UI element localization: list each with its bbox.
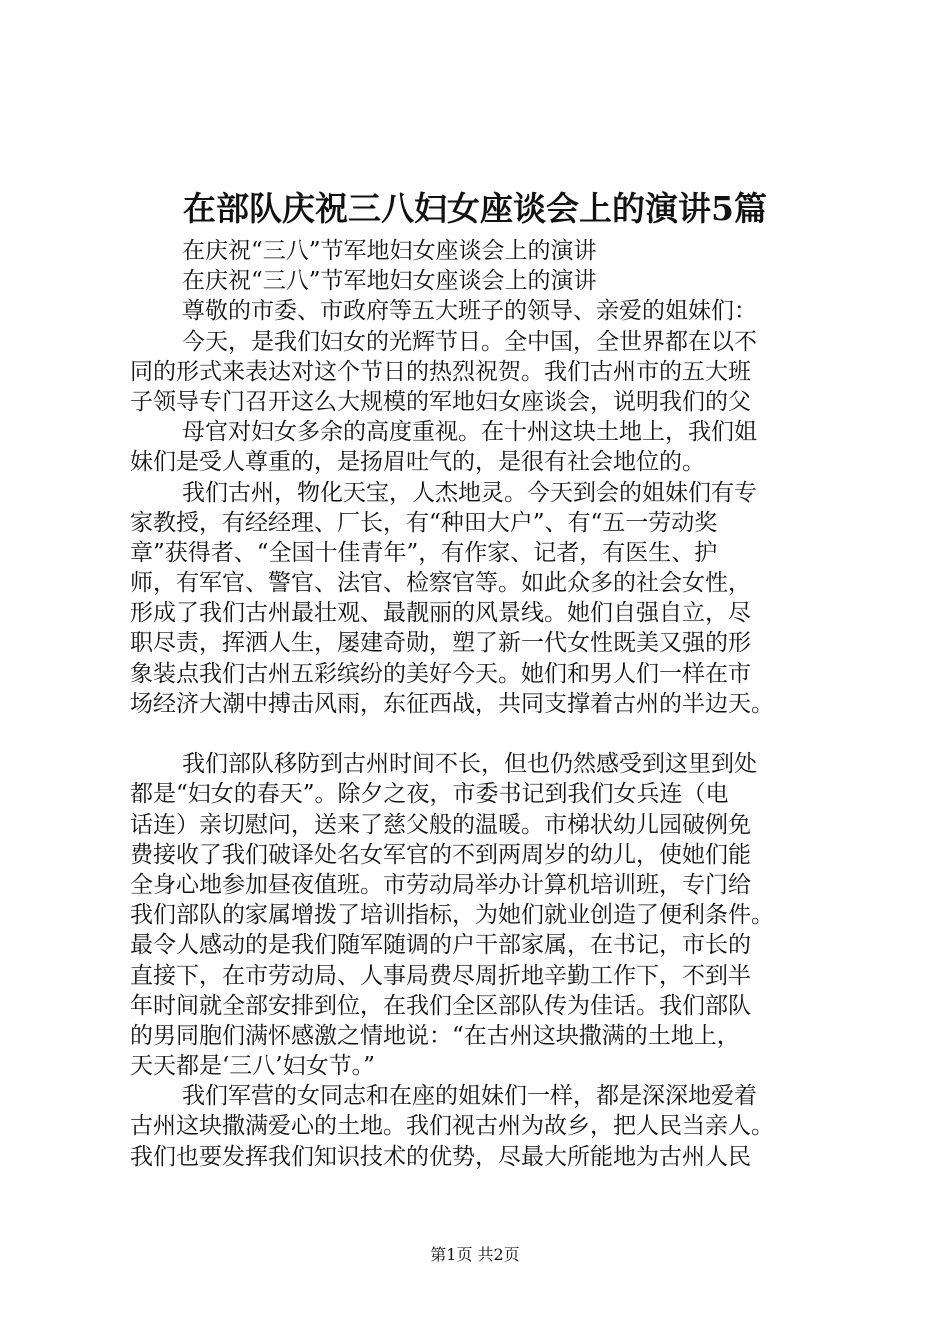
text-line: 场经济大潮中搏击风雨，东征西战，共同支撑着古州的半边天。	[130, 690, 774, 717]
text-line: 职尽责，挥洒人生，屡建奇勋，塑了新一代女性既美又强的形	[130, 630, 751, 657]
text-line: 同的形式来表达对这个节日的热烈祝贺。我们古州市的五大班	[130, 358, 751, 385]
text-line: 费接收了我们破译处名女军官的不到两周岁的幼儿，使她们能	[130, 841, 751, 868]
document-body	[130, 236, 830, 1172]
text-line: 章”获得者、“全国十佳青年”，有作家、记者，有医生、护	[130, 539, 718, 566]
text-line: 天天都是‘三八’妇女节。”	[130, 1053, 375, 1080]
document-title: 在部队庆祝三八妇女座谈会上的演讲5篇	[183, 189, 767, 228]
text-line: 家教授，有经经理、厂长，有“种田大户”、有“五一劳动奖	[130, 509, 718, 536]
blank-line	[130, 719, 830, 749]
text-line: 年时间就全部安排到位，在我们全区部队传为佳话。我们部队	[130, 992, 751, 1019]
text-line: 话连）亲切慰问，送来了慈父般的温暖。市梯状幼儿园破例免	[130, 811, 751, 838]
text-line: 我们部队移防到古州时间不长，但也仍然感受到这里到处	[182, 751, 757, 778]
text-line: 今天，是我们妇女的光辉节日。全中国，全世界都在以不	[182, 328, 757, 355]
text-line: 在庆祝“三八”节军地妇女座谈会上的演讲	[182, 238, 597, 264]
text-line: 古州这块撒满爱心的土地。我们视古州为故乡，把人民当亲人。	[130, 1113, 774, 1140]
text-line: 我们古州，物化天宝，人杰地灵。今天到会的姐妹们有专	[182, 479, 757, 506]
text-line: 母官对妇女多余的高度重视。在十州这块土地上，我们姐	[182, 419, 757, 446]
text-line: 全身心地参加昼夜值班。市劳动局举办计算机培训班，专门给	[130, 871, 751, 898]
text-line: 的男同胞们满怀感激之情地说：“在古州这块撒满的土地上，	[130, 1022, 740, 1049]
text-line: 形成了我们古州最壮观、最靓丽的风景线。她们自强自立，尽	[130, 600, 751, 627]
text-line: 尊敬的市委、市政府等五大班子的领导、亲爱的姐妹们：	[182, 298, 757, 325]
text-line: 师，有军官、警官、法官、检察官等。如此众多的社会女性，	[130, 570, 751, 597]
text-line: 在庆祝“三八”节军地妇女座谈会上的演讲	[182, 268, 597, 295]
text-line: 我们也要发挥我们知识技术的优势，尽最大所能地为古州人民	[130, 1143, 751, 1170]
text-line: 最令人感动的是我们随军随调的户干部家属，在书记，市长的	[130, 932, 751, 959]
text-line: 象装点我们古州五彩缤纷的美好今天。她们和男人们一样在市	[130, 660, 751, 687]
text-line: 直接下，在市劳动局、人事局费尽周折地辛勤工作下，不到半	[130, 962, 751, 989]
text-line: 都是“妇女的春天”。除夕之夜，市委书记到我们女兵连（电	[130, 781, 729, 808]
text-line: 我们军营的女同志和在座的姐妹们一样，都是深深地爱着	[182, 1083, 757, 1110]
text-line: 妹们是受人尊重的，是扬眉吐气的，是很有社会地位的。	[130, 449, 705, 476]
text-line: 子领导专门召开这么大规模的军地妇女座谈会，说明我们的父	[130, 388, 751, 415]
page-footer: 第1页 共2页	[430, 1245, 520, 1264]
text-line: 我们部队的家属增拨了培训指标，为她们就业创造了便利条件。	[130, 902, 774, 929]
